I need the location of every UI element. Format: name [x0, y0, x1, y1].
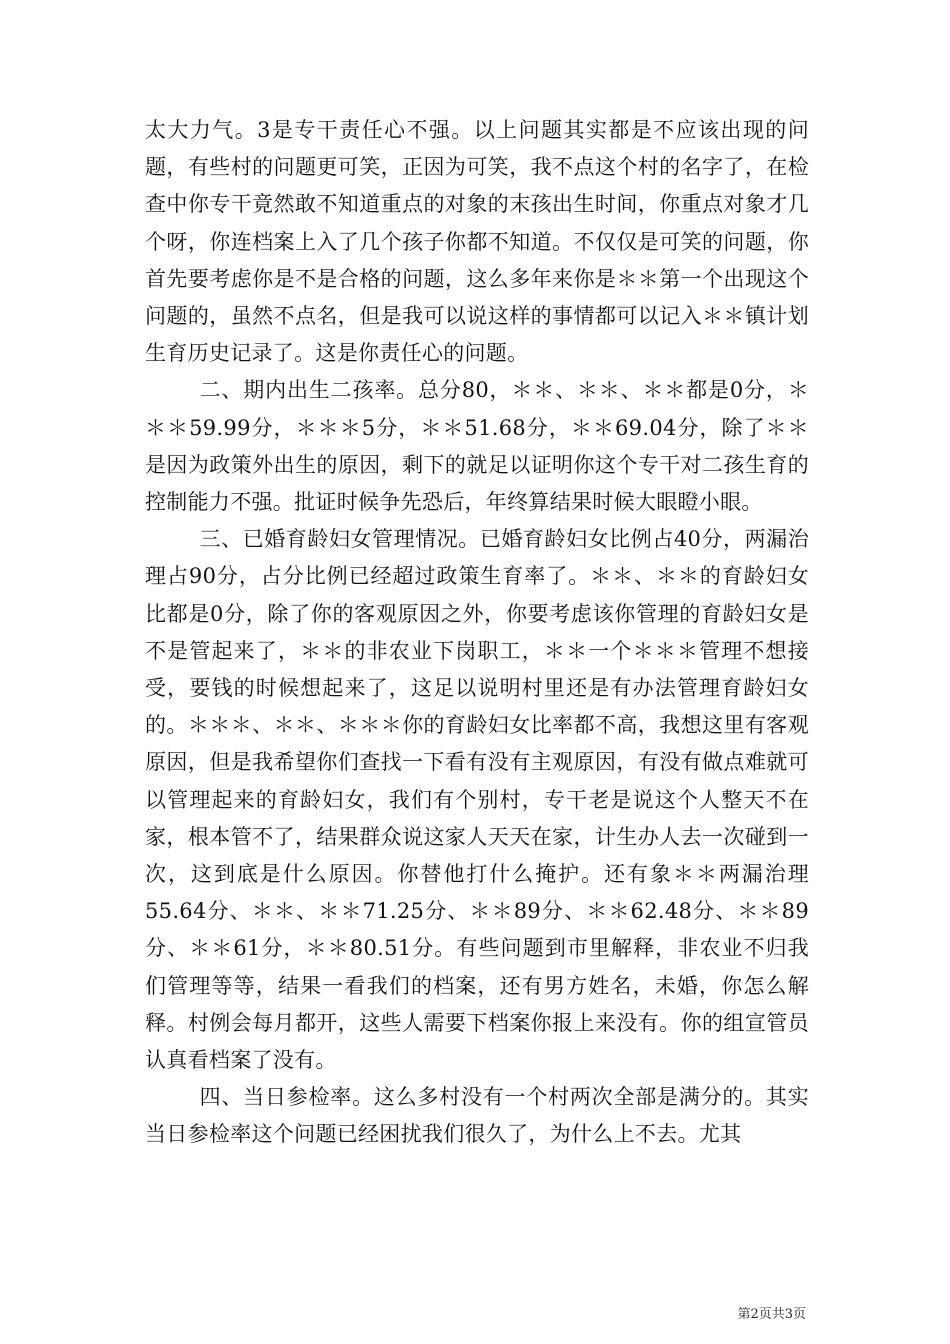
paragraph-continued: 太大力气。3是专干责任心不强。以上问题其实都是不应该出现的问题，有些村的问题更可笑，正因为可笑，我不点这个村的名字了，在检查中你专干竟然敢不知道重点的对象的末孩出生时间，你重点对象才几个呀，你连档案上入了几个孩子你都不知道。不仅仅是可笑的问题，你首先要考虑你是不是合格的问题，这么多年来你是＊＊第一个出现这个问题的，虽然不点名，但是我可以说这样的事情都可以记入＊＊镇计划生育历史记录了。这是你责任心的问题。 — [145, 118, 809, 366]
page-number-footer: 第2页共3页 — [737, 1307, 806, 1322]
document-body — [145, 112, 809, 1154]
paragraph-section-three: 三、已婚育龄妇女管理情况。已婚育龄妇女比例占40分，两漏治理占90分，占分比例已经超过政策生育率了。＊＊、＊＊的育龄妇女比都是0分，除了你的客观原因之外，你要考虑该你管理的育龄妇女是不是管起来了，＊＊的非农业下岗职工，＊＊一个＊＊＊管理不想接受，要钱的时候想起来了，这足以说明村里还是有办法管理育龄妇女的。＊＊＊、＊＊、＊＊＊你的育龄妇女比率都不高，我想这里有客观原因，但是我希望你们查找一下看有没有主观原因，有没有做点难就可以管理起来的育龄妇女，我们有个别村，专干老是说这个人整天不在家，根本管不了，结果群众说这家人天天在家，计生办人去一次碰到一次，这到底是什么原因。你替他打什么掩护。还有象＊＊两漏治理55.64分、＊＊、＊＊71.25分、＊＊89分、＊＊62.48分、＊＊89分、＊＊61分，＊＊80.51分。有些问题到市里解释，非农业不归我们管理等等，结果一看我们的档案，还有男方姓名，未婚，你怎么解释。村例会每月都开，这些人需要下档案你报上来没有。你的组宣管员认真看档案了没有。 — [145, 527, 809, 1073]
paragraph-section-four: 四、当日参检率。这么多村没有一个村两次全部是满分的。其实当日参检率这个问题已经困扰我们很久了，为什么上不去。尤其 — [145, 1085, 809, 1147]
paragraph-section-two: 二、期内出生二孩率。总分80，＊＊、＊＊、＊＊都是0分，＊＊＊59.99分，＊＊＊5分，＊＊51.68分，＊＊69.04分，除了＊＊是因为政策外出生的原因，剩下的就足以证明你这个专干对二孩生育的控制能力不强。批证时候争先恐后，年终算结果时候大眼瞪小眼。 — [145, 378, 809, 515]
